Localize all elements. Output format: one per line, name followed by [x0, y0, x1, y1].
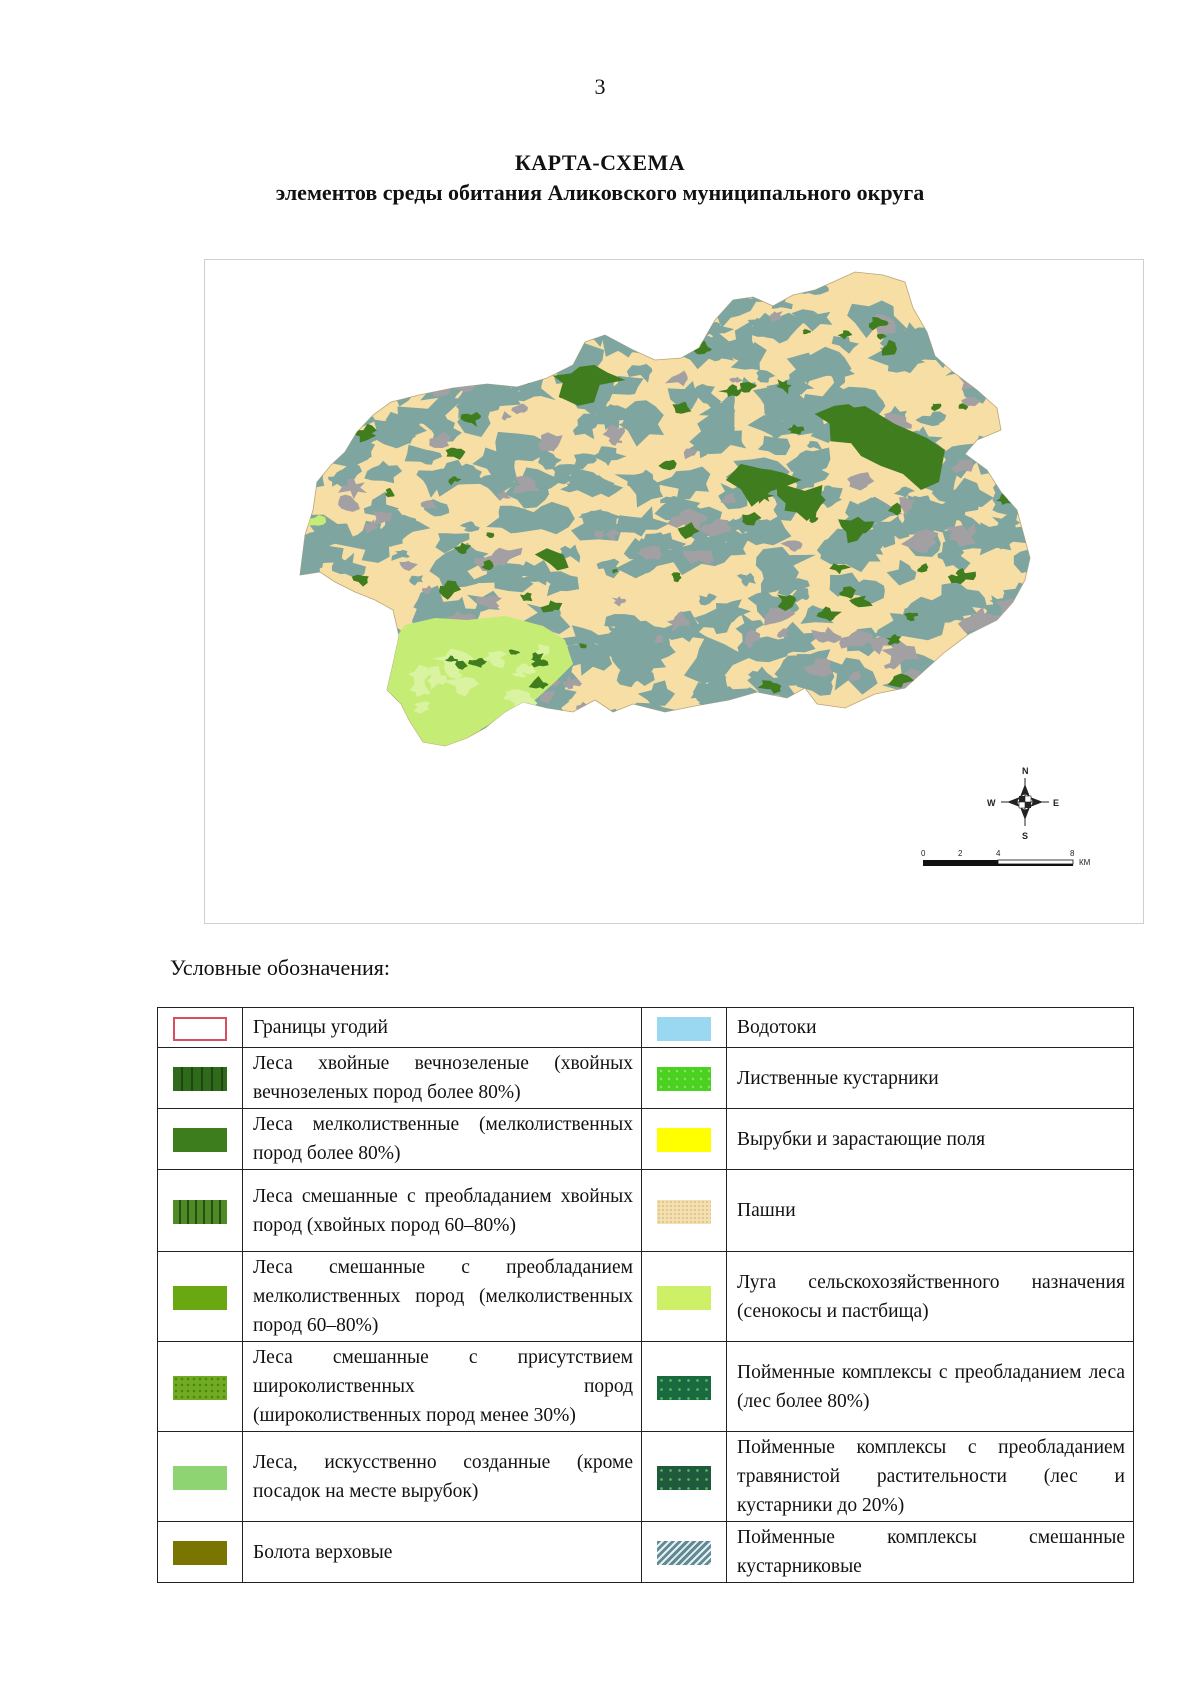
legend-swatch-cell — [642, 1432, 727, 1522]
compass-south: S — [1022, 831, 1029, 841]
compass-west: W — [987, 798, 996, 808]
land-cover-patch — [352, 399, 374, 416]
land-cover-patch — [477, 345, 499, 359]
conifer-forest-swatch — [173, 1067, 227, 1091]
page-number: 3 — [594, 74, 606, 99]
land-cover-patch — [502, 710, 533, 731]
legend-swatch-cell — [158, 1170, 243, 1252]
mixed-small-leaved-forest-swatch — [173, 1286, 227, 1310]
land-cover-patch — [443, 343, 492, 376]
land-cover-patch — [959, 301, 975, 312]
land-cover-patch — [931, 673, 959, 695]
legend-label: Леса смешанные с преобладанием мелколиственных пород (мелколиственных пород 60–80%) — [243, 1252, 642, 1342]
land-cover-patch — [957, 664, 990, 692]
legend-label: Лиственные кустарники — [727, 1048, 1134, 1109]
land-cover-patch — [956, 283, 977, 296]
land-cover-patch — [430, 378, 452, 396]
clearcut-swatch — [657, 1128, 711, 1152]
land-cover-patch — [988, 688, 1009, 699]
land-cover-patch — [964, 713, 989, 726]
land-cover-patch — [297, 416, 325, 435]
land-cover-patch — [526, 323, 550, 340]
land-cover-patch — [414, 299, 430, 312]
land-cover-patch — [526, 727, 550, 742]
land-cover-patch — [993, 352, 1015, 362]
land-cover-patch — [303, 721, 364, 758]
land-cover-patch — [363, 709, 376, 720]
land-cover-patch — [350, 671, 359, 676]
land-cover-patch — [331, 388, 374, 413]
land-cover-patch — [327, 333, 354, 353]
legend-row — [158, 1008, 1134, 1048]
compass-east: E — [1053, 798, 1060, 808]
legend-swatch-cell — [642, 1252, 727, 1342]
legend-swatch-cell — [158, 1522, 243, 1583]
land-cover-patch — [325, 669, 370, 705]
raised-bog-swatch — [173, 1541, 227, 1565]
land-cover-patch — [330, 391, 376, 418]
land-cover-patch — [345, 732, 371, 746]
land-cover-patch — [679, 279, 733, 308]
legend-label: Леса смешанные с преобладанием хвойных пород (хвойных пород 60–80%) — [243, 1170, 642, 1252]
land-cover-patch — [655, 275, 689, 293]
legend-swatch-cell — [158, 1048, 243, 1109]
legend-row — [158, 1170, 1134, 1252]
title-line-2: элементов среды обитания Аликовского муниципального округа — [275, 180, 925, 205]
land-cover-patch — [336, 355, 363, 370]
land-cover-patch — [995, 674, 1005, 682]
scale-tick-4: 4 — [996, 849, 1001, 858]
scale-unit: КМ — [1079, 858, 1091, 867]
scale-tick-2: 2 — [958, 849, 963, 858]
land-cover-patch — [488, 311, 506, 330]
land-cover-patch — [313, 700, 346, 718]
land-cover-patch — [1017, 381, 1046, 405]
planted-forest-swatch — [173, 1466, 227, 1490]
land-cover-patch — [995, 442, 1044, 469]
land-cover-patch — [511, 321, 527, 331]
land-cover-patch — [1002, 460, 1031, 483]
land-cover-patch — [647, 340, 683, 357]
floodplain-grass-swatch — [657, 1466, 711, 1490]
watercourse-swatch — [657, 1017, 711, 1041]
land-cover-patch — [597, 709, 618, 721]
land-cover-patch — [531, 312, 545, 319]
legend-label: Леса, искусственно созданные (кроме посадок на месте вырубок) — [243, 1432, 642, 1522]
legend-swatch-cell — [158, 1008, 243, 1048]
legend-label: Границы угодий — [243, 1008, 642, 1048]
title-line-1: КАРТА-СХЕМА — [514, 150, 686, 175]
land-cover-patch — [431, 332, 463, 352]
land-cover-patch — [283, 634, 332, 664]
legend-swatch-cell — [642, 1342, 727, 1432]
land-cover-patch — [959, 368, 992, 390]
legend-label: Пойменные комплексы смешанные кустарниковые — [727, 1522, 1134, 1583]
legend-swatch-cell — [158, 1432, 243, 1522]
land-cover-patch — [588, 300, 623, 329]
land-cover-patch — [945, 351, 989, 376]
land-cover-patch — [515, 307, 535, 325]
land-cover-patch — [431, 276, 460, 294]
legend-swatch-cell — [642, 1048, 727, 1109]
legend-swatch-cell — [158, 1342, 243, 1432]
scale-bar — [921, 849, 1091, 867]
land-cover-patch — [1003, 701, 1043, 721]
legend-table — [157, 1007, 1134, 1583]
land-cover-patch — [652, 337, 693, 355]
land-cover-patch — [976, 377, 1010, 396]
land-cover-patch — [280, 439, 325, 464]
land-cover-patch — [586, 297, 629, 329]
map-canvas — [205, 260, 1143, 923]
legend-label: Болота верховые — [243, 1522, 642, 1583]
land-cover-patch — [486, 275, 521, 302]
land-cover-patch — [670, 314, 712, 338]
land-cover-patch — [500, 351, 538, 374]
meadow-swatch — [657, 1286, 711, 1310]
land-cover-patch — [270, 565, 327, 597]
legend-row — [158, 1522, 1134, 1583]
land-cover-patch — [279, 722, 321, 756]
legend-swatch-cell — [158, 1252, 243, 1342]
land-cover-patch — [920, 716, 947, 746]
land-cover-patch — [422, 342, 469, 370]
land-cover-patch — [573, 278, 621, 318]
scale-tick-0: 0 — [921, 849, 926, 858]
floodplain-forest-swatch — [657, 1376, 711, 1400]
legend-row — [158, 1252, 1134, 1342]
legend-label: Пойменные комплексы с преобладанием леса (лес более 80%) — [727, 1342, 1134, 1432]
legend-label: Леса мелколиственные (мелколиственных пород более 80%) — [243, 1109, 642, 1170]
land-cover-patch — [747, 282, 769, 297]
land-cover-patch — [720, 271, 750, 287]
land-cover-patch — [978, 306, 1021, 340]
land-cover-patch — [297, 630, 338, 661]
legend-row — [158, 1048, 1134, 1109]
deciduous-shrub-swatch — [657, 1067, 711, 1091]
land-cover-patch — [667, 315, 689, 327]
land-cover-patch — [414, 295, 433, 304]
land-cover-patch — [976, 696, 1024, 741]
legend-row — [158, 1342, 1134, 1432]
land-cover-patch — [350, 632, 370, 649]
land-cover-patch — [273, 312, 340, 355]
boundary-outline-swatch — [173, 1017, 227, 1041]
legend-label: Луга сельскохозяйственного назначения (сенокосы и пастбища) — [727, 1252, 1134, 1342]
mixed-conifer-forest-swatch — [173, 1200, 227, 1224]
land-cover-patch — [392, 366, 450, 394]
land-cover-patch — [504, 713, 526, 726]
legend-label: Леса смешанные с присутствием широколиственных пород (широколиственных пород менее 30%) — [243, 1342, 642, 1432]
legend-heading: Условные обозначения: — [170, 955, 391, 980]
land-cover-patch — [534, 308, 566, 335]
land-cover-patch — [547, 350, 569, 358]
land-cover-patch — [555, 308, 585, 325]
land-cover-patch — [304, 680, 348, 703]
land-cover-patch — [1004, 279, 1064, 310]
land-cover-patch — [471, 288, 495, 303]
land-cover-patch — [372, 273, 400, 296]
legend-label: Пашни — [727, 1170, 1134, 1252]
land-cover-patch — [935, 688, 962, 706]
legend-label: Пойменные комплексы с преобладанием травянистой растительности (лес и кустарники до 20%) — [727, 1432, 1134, 1522]
arable-land-swatch — [657, 1200, 711, 1224]
land-cover-patch — [304, 659, 335, 675]
land-cover-patch — [941, 693, 966, 714]
legend-swatch-cell — [642, 1522, 727, 1583]
legend-swatch-cell — [642, 1170, 727, 1252]
land-cover-patch — [585, 263, 648, 307]
compass-north: N — [1022, 766, 1029, 776]
land-cover-patch — [448, 298, 491, 340]
document-title — [0, 148, 1200, 208]
land-cover-patch — [664, 333, 692, 349]
scale-tick-8: 8 — [1070, 849, 1075, 858]
land-cover-patch — [530, 712, 555, 727]
land-cover-patch — [521, 336, 539, 354]
legend-label: Водотоки — [727, 1008, 1134, 1048]
legend-row — [158, 1432, 1134, 1522]
land-cover-patch — [540, 729, 581, 751]
legend-swatch-cell — [642, 1008, 727, 1048]
land-cover-patch — [677, 304, 703, 321]
legend-row — [158, 1109, 1134, 1170]
land-cover-patch — [409, 282, 458, 315]
land-cover-patch — [338, 625, 363, 639]
land-cover-patch — [660, 716, 717, 744]
legend-swatch-cell — [158, 1109, 243, 1170]
land-cover-patch — [430, 342, 460, 356]
small-leaved-forest-swatch — [173, 1128, 227, 1152]
land-cover-patch — [283, 467, 325, 489]
district-map — [204, 259, 1144, 924]
land-cover-patch — [358, 651, 393, 684]
land-cover-patch — [489, 323, 549, 352]
legend-label: Леса хвойные вечнозеленые (хвойных вечнозеленых пород более 80%) — [243, 1048, 642, 1109]
land-cover-patch — [604, 282, 646, 310]
land-cover-patch — [950, 265, 986, 291]
land-cover-patch — [532, 338, 557, 352]
land-cover-patch — [849, 718, 881, 740]
land-cover-patch — [362, 694, 403, 741]
floodplain-shrub-swatch — [657, 1541, 711, 1565]
land-cover-patch — [1014, 647, 1035, 661]
broadleaf-mixed-forest-swatch — [173, 1376, 227, 1400]
land-cover-patch — [974, 640, 1013, 667]
land-cover-patch — [932, 714, 978, 743]
land-cover-patch — [328, 648, 380, 672]
land-cover-patch — [308, 700, 361, 730]
land-cover-patch — [953, 705, 976, 726]
legend-label: Вырубки и зарастающие поля — [727, 1109, 1134, 1170]
legend-swatch-cell — [642, 1109, 727, 1170]
land-cover-patch — [517, 299, 540, 322]
north-arrow-icon — [987, 766, 1059, 841]
